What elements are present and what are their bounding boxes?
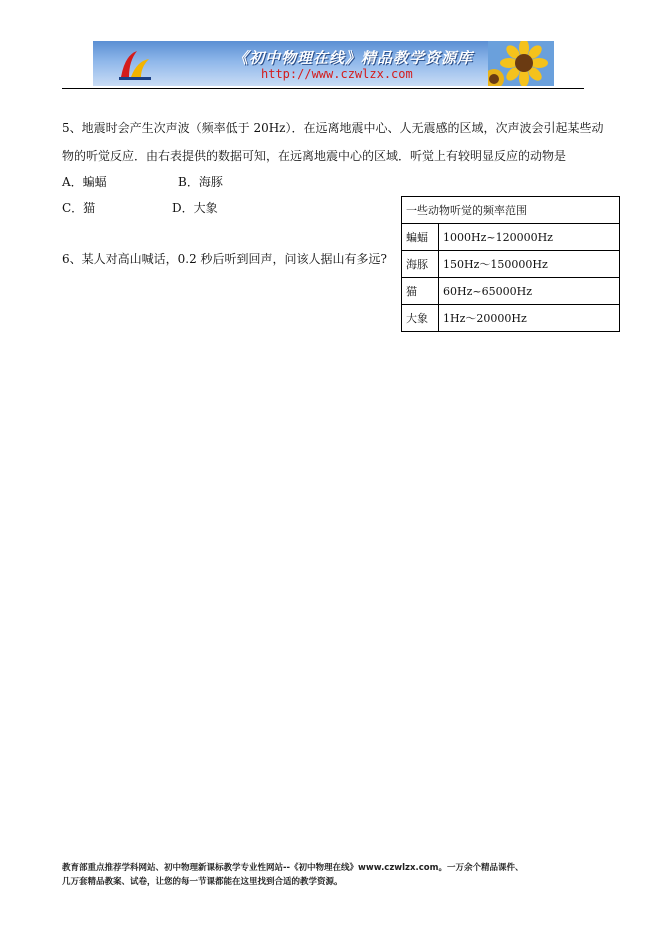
question5-option-a: A．蝙蝠 <box>62 175 107 189</box>
banner-title: 《初中物理在线》精品教学资源库 <box>233 49 474 67</box>
header-banner <box>93 41 554 86</box>
animal-name: 猫 <box>402 278 439 305</box>
site-logo-icon <box>115 47 155 83</box>
question6-text: 6、某人对高山喊话，0.2 秒后听到回声，问该人据山有多远? <box>62 252 387 266</box>
table-row <box>402 224 620 251</box>
table-row <box>402 251 620 278</box>
footer-line1: 教育部重点推荐学科网站、初中物理新课标教学专业性网站--《初中物理在线》www.czwlzx.com。一万余个精品课件、 <box>62 863 524 873</box>
frequency-range: 60Hz~65000Hz <box>439 278 620 305</box>
question5-line1: 5、地震时会产生次声波（频率低于 20Hz）．在远离地震中心、人无震感的区域，次声波会引起某些动 <box>62 121 604 135</box>
table-row <box>402 305 620 332</box>
hearing-frequency-table <box>401 196 620 332</box>
question5-option-c: C．猫 <box>62 201 96 215</box>
footer-line2: 几万套精品教案、试卷，让您的每一节课都能在这里找到合适的教学资源。 <box>62 877 343 887</box>
frequency-range: 1000Hz~120000Hz <box>439 224 620 251</box>
banner-url[interactable]: http://www.czwlzx.com <box>261 67 413 81</box>
frequency-range: 1Hz～20000Hz <box>439 305 620 332</box>
animal-name: 海豚 <box>402 251 439 278</box>
question5-option-b: B．海豚 <box>178 175 223 189</box>
question5-line2: 物的听觉反应．由右表提供的数据可知，在远离地震中心的区域．听觉上有较明显反应的动物是 <box>62 149 567 163</box>
table-header: 一些动物听觉的频率范围 <box>402 197 620 224</box>
header-divider <box>62 88 584 89</box>
page-footer <box>62 861 622 889</box>
animal-name: 大象 <box>402 305 439 332</box>
sunflower-icon <box>488 41 554 86</box>
animal-name: 蝙蝠 <box>402 224 439 251</box>
table-header-row <box>402 197 620 224</box>
question5-option-d: D．大象 <box>172 201 218 215</box>
frequency-range: 150Hz～150000Hz <box>439 251 620 278</box>
table-row <box>402 278 620 305</box>
